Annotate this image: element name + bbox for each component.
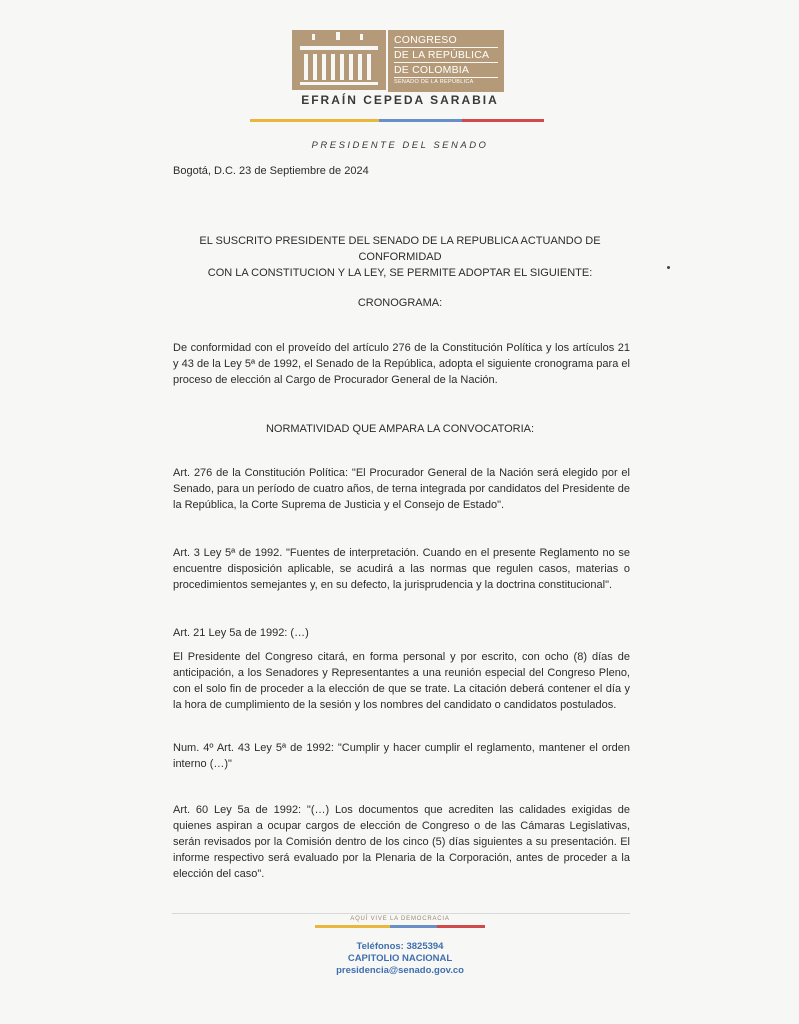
- footer-tricolor-bar: [315, 925, 485, 928]
- logo-rule: [394, 47, 498, 48]
- blue-stripe: [390, 925, 438, 928]
- congress-logo: [290, 28, 505, 94]
- logo-line-4: SENADO DE LA REPÚBLICA: [394, 79, 474, 85]
- logo-rule: [394, 62, 498, 63]
- article-21-heading: Art. 21 Ley 5a de 1992: (…): [173, 627, 309, 639]
- footer-phone: Teléfonos: 3825394: [356, 941, 444, 952]
- president-name: EFRAÍN CEPEDA SARABIA: [301, 93, 499, 107]
- header-tricolor-bar: [250, 119, 544, 122]
- president-title: PRESIDENTE DEL SENADO: [311, 140, 489, 151]
- blue-stripe: [379, 119, 461, 122]
- red-stripe: [462, 119, 544, 122]
- logo-line-2: DE LA REPÚBLICA: [394, 49, 490, 61]
- footer-divider: [172, 913, 630, 914]
- numeral-4-paragraph: Num. 4º Art. 43 Ley 5ª de 1992: "Cumplir y hacer cumplir el reglamento, mantener el orden interno (…)": [173, 742, 630, 770]
- preamble-line-2: CON LA CONSTITUCION Y LA LEY, SE PERMITE ADOPTAR EL SIGUIENTE:: [207, 267, 593, 279]
- footer-email-link[interactable]: presidencia@senado.gov.co: [336, 965, 464, 976]
- normatividad-heading: NORMATIVIDAD QUE AMPARA LA CONVOCATORIA:: [265, 423, 535, 435]
- intro-paragraph: De conformidad con el proveído del artículo 276 de la Constitución Política y los artículos 21 y 43 de la Ley 5ª de 1992, el Senado de la República, adopta el siguiente cronograma para el proceso de elección al Cargo de Procurador General de la Nación.: [173, 342, 630, 386]
- footer-motto: AQUÍ VIVE LA DEMOCRACIA: [350, 916, 450, 922]
- article-3-paragraph: Art. 3 Ley 5ª de 1992. "Fuentes de interpretación. Cuando en el presente Reglamento no se encuentre disposición aplicable, se acudirá a las normas que regulen casos, materias o procedimientos semejantes y, en su defecto, la jurisprudencia y la doctrina constitucional".: [173, 547, 630, 591]
- footer-building: CAPITOLIO NACIONAL: [347, 953, 453, 964]
- logo-text-box: [388, 30, 504, 92]
- capitol-building-icon: [290, 28, 388, 92]
- article-60-paragraph: Art. 60 Ley 5a de 1992: "(…) Los documentos que acrediten las calidades exigidas de quienes aspiran a ocupar cargos de elección de Congreso o de las Cámaras Legislativas, serán revisados por la Comisión dentro de los cinco (5) días siguientes a su presentación. El informe respectivo será evaluado por la Plenaria de la Corporación, antes de proceder a la elección del caso".: [173, 804, 630, 880]
- logo-line-1: CONGRESO: [394, 34, 457, 46]
- preamble: [160, 233, 640, 281]
- logo-rule: [394, 77, 498, 78]
- yellow-stripe: [250, 119, 379, 122]
- yellow-stripe: [315, 925, 390, 928]
- preamble-line-1: EL SUSCRITO PRESIDENTE DEL SENADO DE LA REPUBLICA ACTUANDO DE CONFORMIDAD: [199, 235, 601, 263]
- logo-line-3: DE COLOMBIA: [394, 64, 470, 76]
- cronograma-heading: CRONOGRAMA:: [357, 297, 443, 309]
- article-276-paragraph: Art. 276 de la Constitución Política: "El Procurador General de la Nación será elegido por el Senado, para un período de cuatro años, de terna integrada por candidatos del Presidente de la República, la Corte Suprema de Justicia y el Consejo de Estado".: [173, 467, 630, 511]
- article-21-paragraph: El Presidente del Congreso citará, en forma personal y por escrito, con ocho (8) días de anticipación, a los Senadores y Representantes a una reunión especial del Congreso Pleno, con el solo fin de proceder a la elección de que se trate. La citación deberá contener el día y la hora de cumplimiento de la sesión y los nombres del candidato o candidatos postulados.: [173, 651, 630, 711]
- document-date: Bogotá, D.C. 23 de Septiembre de 2024: [173, 165, 369, 177]
- red-stripe: [437, 925, 485, 928]
- scan-speck: [667, 266, 670, 269]
